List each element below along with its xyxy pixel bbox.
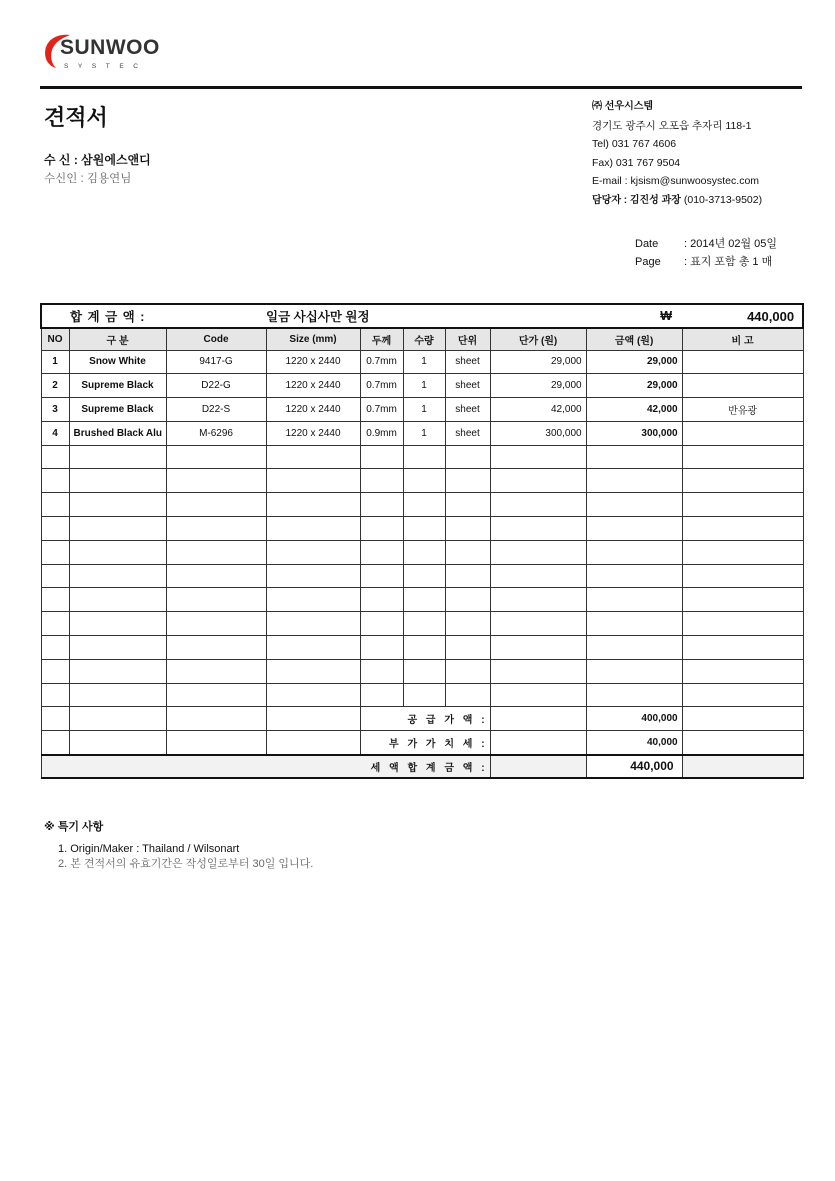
- empty-row: [41, 659, 803, 683]
- empty-cell: [490, 636, 586, 660]
- empty-cell: [490, 683, 586, 707]
- empty-cell: [586, 564, 682, 588]
- cell-unit: sheet: [445, 374, 490, 398]
- empty-cell: [360, 517, 403, 541]
- cell-unit: sheet: [445, 350, 490, 374]
- cell-qty: 1: [403, 398, 445, 422]
- cell-qty: 1: [403, 374, 445, 398]
- empty-row: [41, 564, 803, 588]
- summary-value: 40,000: [586, 731, 682, 755]
- empty-cell: [266, 564, 360, 588]
- empty-cell: [682, 493, 803, 517]
- empty-cell: [41, 707, 69, 731]
- empty-cell: [490, 755, 586, 779]
- empty-cell: [445, 445, 490, 469]
- note-item: 1. Origin/Maker : Thailand / Wilsonart: [58, 843, 240, 855]
- empty-cell: [682, 707, 803, 731]
- empty-cell: [266, 612, 360, 636]
- empty-cell: [445, 469, 490, 493]
- empty-cell: [682, 636, 803, 660]
- empty-cell: [682, 469, 803, 493]
- contact-person: 담당자 : 김진성 과장: [592, 194, 681, 206]
- cell-thickness: 0.7mm: [360, 350, 403, 374]
- empty-cell: [490, 588, 586, 612]
- date-label: Date: [635, 238, 659, 250]
- empty-cell: [490, 564, 586, 588]
- empty-cell: [490, 659, 586, 683]
- empty-cell: [360, 564, 403, 588]
- cell-note: [682, 421, 803, 445]
- empty-cell: [166, 588, 266, 612]
- empty-cell: [166, 564, 266, 588]
- column-header: 비 고: [682, 328, 803, 350]
- empty-row: [41, 517, 803, 541]
- empty-cell: [403, 564, 445, 588]
- empty-cell: [586, 517, 682, 541]
- cell-thickness: 0.9mm: [360, 421, 403, 445]
- empty-cell: [266, 445, 360, 469]
- empty-cell: [266, 517, 360, 541]
- empty-cell: [360, 683, 403, 707]
- total-amount: 440,000: [682, 304, 803, 328]
- empty-cell: [69, 731, 166, 755]
- empty-cell: [360, 540, 403, 564]
- empty-row: [41, 683, 803, 707]
- cell-unit: sheet: [445, 421, 490, 445]
- column-header: 구 분: [69, 328, 166, 350]
- cell-note: [682, 374, 803, 398]
- empty-cell: [403, 612, 445, 636]
- empty-cell: [69, 540, 166, 564]
- grand-total-row: [41, 755, 803, 779]
- empty-cell: [266, 469, 360, 493]
- empty-cell: [403, 659, 445, 683]
- cell-unit-price: 300,000: [490, 421, 586, 445]
- empty-cell: [360, 493, 403, 517]
- grand-total-value: 440,000: [586, 755, 682, 779]
- empty-cell: [69, 564, 166, 588]
- empty-cell: [682, 755, 803, 779]
- cell-unit-price: 42,000: [490, 398, 586, 422]
- empty-cell: [166, 469, 266, 493]
- empty-cell: [403, 469, 445, 493]
- empty-row: [41, 469, 803, 493]
- cell-unit-price: 29,000: [490, 350, 586, 374]
- empty-cell: [266, 540, 360, 564]
- empty-cell: [41, 445, 69, 469]
- recipient: 수 신 : 삼원에스앤디: [44, 153, 151, 167]
- empty-cell: [403, 493, 445, 517]
- column-header: 단위: [445, 328, 490, 350]
- empty-cell: [403, 445, 445, 469]
- empty-cell: [360, 588, 403, 612]
- cell-no: 4: [41, 421, 69, 445]
- empty-cell: [69, 707, 166, 731]
- column-header: Code: [166, 328, 266, 350]
- empty-cell: [682, 731, 803, 755]
- empty-cell: [266, 707, 360, 731]
- cell-size: 1220 x 2440: [266, 374, 360, 398]
- empty-cell: [403, 636, 445, 660]
- column-header: 두께: [360, 328, 403, 350]
- empty-cell: [69, 659, 166, 683]
- empty-cell: [586, 445, 682, 469]
- empty-cell: [41, 636, 69, 660]
- empty-cell: [403, 517, 445, 541]
- column-header: 금액 (원): [586, 328, 682, 350]
- column-header: NO: [41, 328, 69, 350]
- cell-size: 1220 x 2440: [266, 350, 360, 374]
- company-contact: [592, 191, 762, 211]
- empty-cell: [682, 612, 803, 636]
- empty-cell: [166, 636, 266, 660]
- cell-code: D22-S: [166, 398, 266, 422]
- total-in-words: 일금 사십사만 원정: [266, 304, 586, 328]
- empty-cell: [266, 588, 360, 612]
- empty-cell: [41, 683, 69, 707]
- cell-note: 반유광: [682, 398, 803, 422]
- company-tel: Tel) 031 767 4606: [592, 138, 677, 150]
- cell-name: Supreme Black: [69, 374, 166, 398]
- cell-unit-price: 29,000: [490, 374, 586, 398]
- empty-cell: [586, 493, 682, 517]
- empty-cell: [41, 469, 69, 493]
- empty-cell: [490, 731, 586, 755]
- empty-cell: [490, 493, 586, 517]
- empty-cell: [360, 636, 403, 660]
- empty-cell: [166, 659, 266, 683]
- table-row: [41, 398, 803, 422]
- empty-cell: [41, 493, 69, 517]
- empty-row: [41, 588, 803, 612]
- empty-cell: [445, 517, 490, 541]
- empty-cell: [445, 659, 490, 683]
- supply-row: [41, 707, 803, 731]
- empty-cell: [69, 469, 166, 493]
- company-info: [592, 98, 762, 210]
- empty-cell: [586, 612, 682, 636]
- empty-row: [41, 612, 803, 636]
- empty-cell: [445, 612, 490, 636]
- empty-cell: [586, 469, 682, 493]
- quote-table: [40, 303, 804, 779]
- empty-cell: [682, 564, 803, 588]
- empty-cell: [69, 636, 166, 660]
- company-email: E-mail : kjsism@sunwoosystec.com: [592, 175, 760, 187]
- empty-cell: [586, 636, 682, 660]
- table-row: [41, 421, 803, 445]
- empty-cell: [69, 612, 166, 636]
- empty-row: [41, 636, 803, 660]
- empty-cell: [69, 445, 166, 469]
- cell-no: 3: [41, 398, 69, 422]
- empty-cell: [69, 588, 166, 612]
- cell-thickness: 0.7mm: [360, 374, 403, 398]
- empty-cell: [490, 612, 586, 636]
- empty-cell: [166, 707, 266, 731]
- cell-amount: 29,000: [586, 374, 682, 398]
- empty-cell: [445, 493, 490, 517]
- empty-row: [41, 540, 803, 564]
- empty-cell: [166, 612, 266, 636]
- cell-unit: sheet: [445, 398, 490, 422]
- total-amount-row: [41, 304, 803, 328]
- empty-cell: [69, 683, 166, 707]
- empty-cell: [445, 564, 490, 588]
- cell-note: [682, 350, 803, 374]
- page-label: Page: [635, 256, 661, 268]
- summary-value: 400,000: [586, 707, 682, 731]
- empty-cell: [490, 469, 586, 493]
- cell-no: 1: [41, 350, 69, 374]
- empty-cell: [586, 683, 682, 707]
- header-divider: [40, 86, 802, 89]
- empty-cell: [682, 540, 803, 564]
- contact-phone: (010-3713-9502): [680, 193, 763, 206]
- empty-cell: [445, 636, 490, 660]
- cell-qty: 1: [403, 421, 445, 445]
- empty-cell: [41, 517, 69, 541]
- table-row: [41, 374, 803, 398]
- total-currency: ₩: [586, 304, 682, 328]
- empty-cell: [490, 445, 586, 469]
- empty-cell: [360, 469, 403, 493]
- empty-cell: [69, 493, 166, 517]
- empty-cell: [360, 445, 403, 469]
- empty-cell: [586, 659, 682, 683]
- empty-cell: [445, 588, 490, 612]
- notes-title: ※ 특기 사항: [44, 821, 104, 833]
- summary-label: 공 급 가 액 :: [360, 707, 490, 731]
- empty-cell: [41, 588, 69, 612]
- company-fax: Fax) 031 767 9504: [592, 156, 681, 169]
- empty-cell: [403, 540, 445, 564]
- cell-amount: 29,000: [586, 350, 682, 374]
- cell-no: 2: [41, 374, 69, 398]
- empty-row: [41, 445, 803, 469]
- empty-cell: [682, 517, 803, 541]
- empty-cell: [682, 683, 803, 707]
- cell-qty: 1: [403, 350, 445, 374]
- empty-cell: [266, 493, 360, 517]
- table-header: [41, 328, 803, 350]
- empty-cell: [682, 445, 803, 469]
- empty-cell: [490, 540, 586, 564]
- cell-thickness: 0.7mm: [360, 398, 403, 422]
- empty-cell: [682, 659, 803, 683]
- note-item: 2. 본 견적서의 유효기간은 작성일로부터 30일 입니다.: [58, 858, 314, 870]
- cell-name: Snow White: [69, 350, 166, 374]
- page-value: : 표지 포함 총 1 매: [684, 256, 773, 268]
- cell-size: 1220 x 2440: [266, 421, 360, 445]
- empty-cell: [445, 683, 490, 707]
- empty-cell: [166, 540, 266, 564]
- document-meta: [635, 235, 777, 271]
- empty-cell: [41, 731, 69, 755]
- special-notes: [44, 818, 313, 872]
- empty-cell: [41, 659, 69, 683]
- grand-total-label: 세 액 합 계 금 액 :: [41, 755, 490, 779]
- company-logo-text: SUNWOO: [60, 36, 160, 59]
- company-name: ㈜ 선우시스템: [592, 101, 654, 112]
- cell-name: Brushed Black Alu: [69, 421, 166, 445]
- column-header: 수량: [403, 328, 445, 350]
- empty-cell: [41, 540, 69, 564]
- column-header: Size (mm): [266, 328, 360, 350]
- recipient-person: 수신인 : 김용연님: [44, 173, 132, 185]
- empty-cell: [166, 683, 266, 707]
- summary-label: 부 가 가 치 세 :: [360, 731, 490, 755]
- empty-cell: [445, 540, 490, 564]
- empty-cell: [166, 731, 266, 755]
- cell-code: M-6296: [166, 421, 266, 445]
- empty-cell: [586, 588, 682, 612]
- cell-code: D22-G: [166, 374, 266, 398]
- empty-cell: [166, 445, 266, 469]
- empty-cell: [41, 564, 69, 588]
- empty-cell: [41, 612, 69, 636]
- cell-amount: 300,000: [586, 421, 682, 445]
- empty-cell: [682, 588, 803, 612]
- empty-cell: [266, 731, 360, 755]
- empty-cell: [586, 540, 682, 564]
- empty-cell: [490, 517, 586, 541]
- vat-row: [41, 731, 803, 755]
- total-label: 합 계 금 액 :: [41, 304, 266, 328]
- empty-cell: [360, 612, 403, 636]
- table-row: [41, 350, 803, 374]
- cell-size: 1220 x 2440: [266, 398, 360, 422]
- cell-name: Supreme Black: [69, 398, 166, 422]
- empty-cell: [403, 588, 445, 612]
- empty-cell: [403, 683, 445, 707]
- document-title: 견적서: [44, 105, 108, 130]
- empty-cell: [166, 493, 266, 517]
- cell-amount: 42,000: [586, 398, 682, 422]
- empty-cell: [266, 659, 360, 683]
- cell-code: 9417-G: [166, 350, 266, 374]
- empty-row: [41, 493, 803, 517]
- company-logo-subtext: SYSTEC: [64, 63, 148, 70]
- date-value: : 2014년 02월 05일: [684, 238, 778, 250]
- empty-cell: [166, 517, 266, 541]
- empty-cell: [490, 707, 586, 731]
- empty-cell: [69, 517, 166, 541]
- column-header: 단가 (원): [490, 328, 586, 350]
- empty-cell: [360, 659, 403, 683]
- empty-cell: [266, 683, 360, 707]
- empty-cell: [266, 636, 360, 660]
- company-address: 경기도 광주시 오포읍 추자리 118-1: [592, 119, 752, 132]
